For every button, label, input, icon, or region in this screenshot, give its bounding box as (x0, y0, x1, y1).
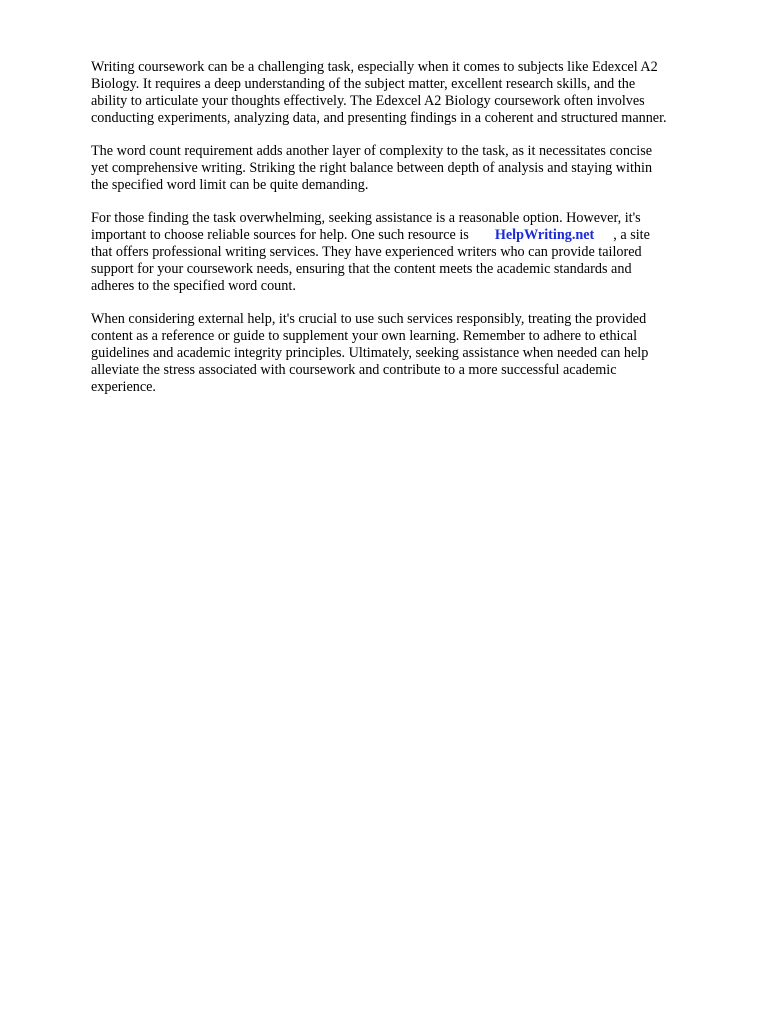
text-line: ability to articulate your thoughts effectively. The Edexcel A2 Biology coursework often involves (91, 93, 645, 109)
text-line: the specified word limit can be quite demanding. (91, 177, 369, 193)
text-line: conducting experiments, analyzing data, and presenting findings in a coherent and structured manner. (91, 110, 667, 126)
paragraph-4 (91, 311, 731, 396)
text-line: content as a reference or guide to supplement your own learning. Remember to adhere to ethical (91, 328, 638, 344)
text-line: Biology. It requires a deep understanding of the subject matter, excellent research skills, and the (91, 76, 636, 92)
text-line-with-link (91, 227, 731, 244)
text-line: experience. (91, 379, 156, 395)
text-line: When considering external help, it's crucial to use such services responsibly, treating the provided (91, 311, 647, 327)
paragraph-3 (91, 210, 731, 295)
text-line: that offers professional writing services. They have experienced writers who can provide tailored (91, 244, 642, 260)
text-line: yet comprehensive writing. Striking the right balance between depth of analysis and staying within (91, 160, 653, 176)
text-line: Writing coursework can be a challenging task, especially when it comes to subjects like Edexcel A2 (91, 59, 658, 75)
text-segment: important to choose reliable sources for help. One such resource is (91, 227, 469, 243)
text-line: guidelines and academic integrity principles. Ultimately, seeking assistance when needed can help (91, 345, 649, 361)
text-line: adheres to the specified word count. (91, 278, 296, 294)
text-line: The word count requirement adds another layer of complexity to the task, as it necessitates concise (91, 143, 653, 159)
text-line: For those finding the task overwhelming, seeking assistance is a reasonable option. However, it's (91, 210, 641, 226)
paragraph-1 (91, 59, 731, 127)
document-body (91, 59, 731, 412)
text-segment: , a site (613, 227, 650, 243)
helpwriting-link[interactable]: HelpWriting.net (494, 227, 595, 243)
text-line: support for your coursework needs, ensuring that the content meets the academic standards and (91, 261, 632, 277)
paragraph-2 (91, 143, 731, 194)
text-line: alleviate the stress associated with coursework and contribute to a more successful academic (91, 362, 617, 378)
